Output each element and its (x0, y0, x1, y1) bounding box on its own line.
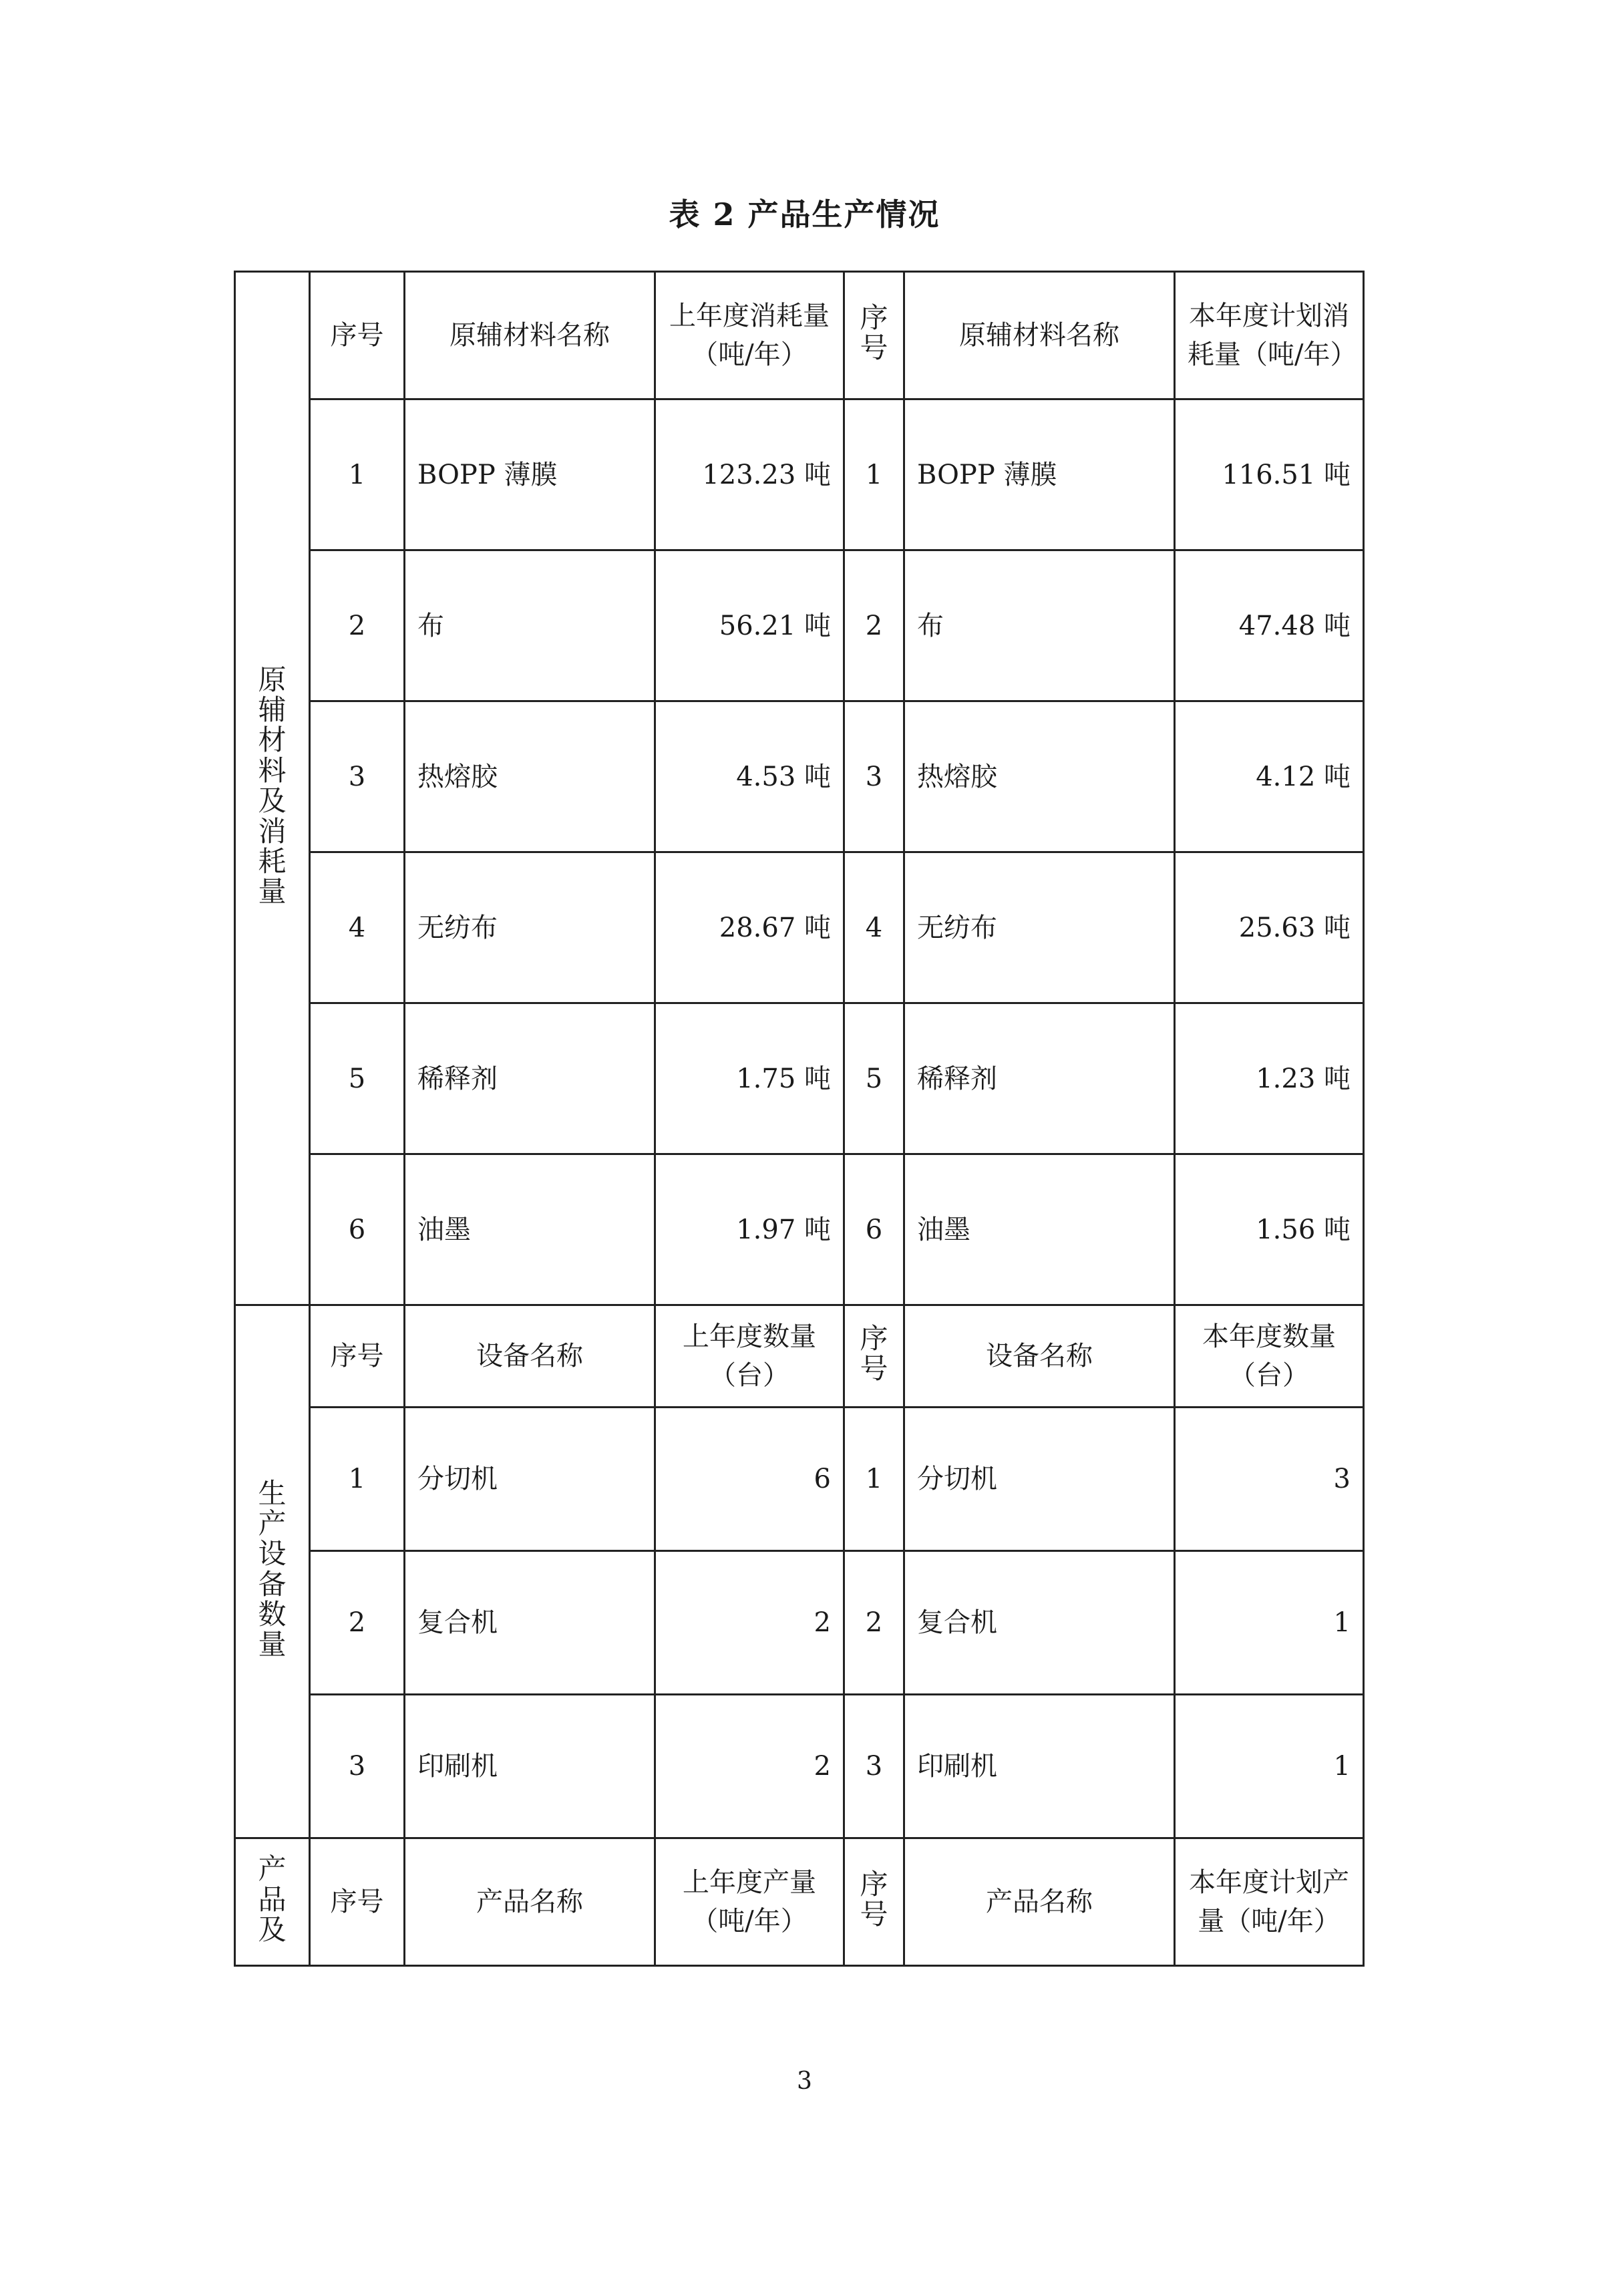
col-header-no-2: 序号 (844, 272, 904, 399)
table-row: 1 分切机 6 1 分切机 3 (235, 1408, 1364, 1551)
col-header-this-year: 本年度计划消耗量（吨/年） (1175, 272, 1364, 399)
section-label-materials: 原辅材料及消耗量 (235, 272, 310, 1305)
page-number: 3 (797, 2068, 812, 2095)
table-row: 1 BOPP 薄膜 123.23 吨 1 BOPP 薄膜 116.51 吨 (235, 399, 1364, 550)
materials-header-row (235, 272, 1364, 399)
col-header-name-2: 原辅材料名称 (904, 272, 1175, 399)
col-header-name: 原辅材料名称 (405, 272, 655, 399)
products-header-row: 产品及 序号 产品名称 上年度产量（吨/年） 序号 产品名称 本年度计划产量（吨/年） (235, 1838, 1364, 1966)
section-label-products: 产品及 (235, 1838, 310, 1966)
table-row: 6 油墨 1.97 吨 6 油墨 1.56 吨 (235, 1154, 1364, 1305)
col-header-last-year: 上年度消耗量（吨/年） (655, 272, 844, 399)
table-row: 2 布 56.21 吨 2 布 47.48 吨 (235, 550, 1364, 701)
section-label-equipment: 生产设备数量 (235, 1305, 310, 1838)
table-row: 4 无纺布 28.67 吨 4 无纺布 25.63 吨 (235, 852, 1364, 1003)
table-title: 表 2 产品生产情况 (669, 196, 940, 232)
table-row: 3 热熔胶 4.53 吨 3 热熔胶 4.12 吨 (235, 701, 1364, 852)
table-row: 2 复合机 2 2 复合机 1 (235, 1551, 1364, 1695)
equipment-header-row: 生产设备数量 序号 设备名称 上年度数量（台） 序号 设备名称 本年度数量（台） (235, 1305, 1364, 1408)
col-header-no: 序号 (310, 272, 405, 399)
table-row: 3 印刷机 2 3 印刷机 1 (235, 1695, 1364, 1838)
production-table (234, 271, 1365, 1967)
table-row: 5 稀释剂 1.75 吨 5 稀释剂 1.23 吨 (235, 1003, 1364, 1154)
